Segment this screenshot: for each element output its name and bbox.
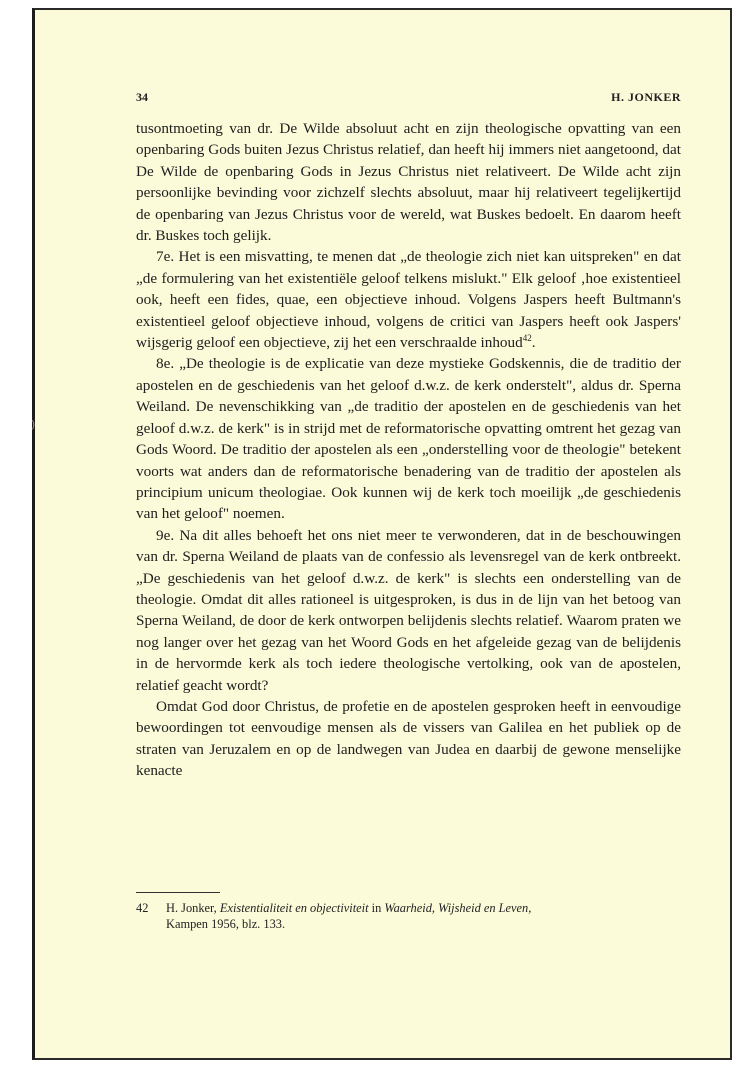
- footnote-source: Waarheid, Wijsheid en Leven,: [384, 901, 532, 915]
- paragraph-8e: 8e. „De theologie is de explicatie van deze mystieke Godskennis, die de traditio der apostelen en de geschiedenis van het geloof d.w.z. de kerk onderstelt", aldus dr. Sperna Weiland. De nevenschikking van „de traditio der apostelen en de geschiedenis van het geloof d.w.z. de kerk" is in strijd met de reformatorische opvatting omtrent het gezag van Gods Woord. De traditio der apostelen als een „onderstelling voor de theologie" betekent voorts wat anders dan de reformatorische benadering van de traditio der apostelen als principium unicum theologiae. Ook kunnen wij de kerk toch moeilijk „de geschiedenis van het geloof" noemen.: [136, 355, 681, 523]
- paragraph-7e-text: 7e. Het is een misvatting, te menen dat „de theologie zich niet kan uitspreken" en dat „de formulering van het existentiële geloof telkens mislukt." Elk geloof ‚hoe existentieel ook, heeft een fides, quae, een objectieve inhoud. Volgens Jaspers heeft Bultmann's existentieel geloof objectieve inhoud, volgens de critici van Jaspers heeft ook Jaspers' wijsgerig geloof een objectieve, zij het een verschraalde inhoud: [136, 248, 681, 352]
- body-text: [136, 118, 681, 782]
- footnote: [136, 900, 681, 932]
- paragraph-omdat: Omdat God door Christus, de profetie en de apostelen gesproken heeft in eenvoudige bewoordingen tot eenvoudige mensen als de vissers van Galilea en het publiek op de straten van Jeruzalem en op de landwegen van Judea en daarbij de gewone menselijke kenacte: [136, 697, 681, 780]
- footnote-title: Existentialiteit en objectiviteit: [219, 901, 369, 915]
- page-number: 34: [136, 90, 148, 104]
- running-author: H. JONKER: [611, 90, 681, 104]
- footnote-author: H. Jonker,: [166, 901, 217, 915]
- footnote-reference-period: .: [531, 334, 536, 352]
- footnote-number: 42: [136, 901, 149, 915]
- footnote-divider: [136, 892, 220, 893]
- footnote-reference: 42: [522, 333, 532, 343]
- paragraph-9e: 9e. Na dit alles behoeft het ons niet meer te verwonderen, dat in de beschouwingen van dr. Sperna Weiland de plaats van de confessio als levensregel van de kerk ontbreekt. „De geschiedenis van het geloof d.w.z. de kerk" is slechts een onderstelling van de theologie. Omdat dit alles rationeel is uitgesproken, is dus in de lijn van het betoog van Sperna Weiland, de door de kerk ontworpen belijdenis slechts relatief. Waarom praten we nog langer over het gezag van het Woord Gods en het afgeleide gezag van de belijdenis in de hervormde kerk als toch iedere theologische vertolking, ook van de apostelen, relatief geacht wordt?: [136, 526, 681, 694]
- footnote-connector: in: [371, 901, 382, 915]
- footnote-place-year: Kampen 1956, blz. 133.: [166, 917, 286, 931]
- paragraph-continuation: tusontmoeting van dr. De Wilde absoluut acht en zijn theologische opvatting van een openbaring Gods buiten Jezus Christus relatief, dan heeft hij immers niet aangetoond, dat De Wilde de openbaring Gods in Jezus Christus niet relativeert. De Wilde acht zijn persoonlijke bevinding voor zichzelf slechts absoluut, maar hij relativeert tegelijkertijd de openbaring van Jezus Christus voor de wereld, wat Buskes bedoelt. En daarom heeft dr. Buskes toch gelijk.: [136, 120, 681, 245]
- paragraph-7e: [136, 246, 681, 353]
- margin-mark: ): [31, 418, 36, 431]
